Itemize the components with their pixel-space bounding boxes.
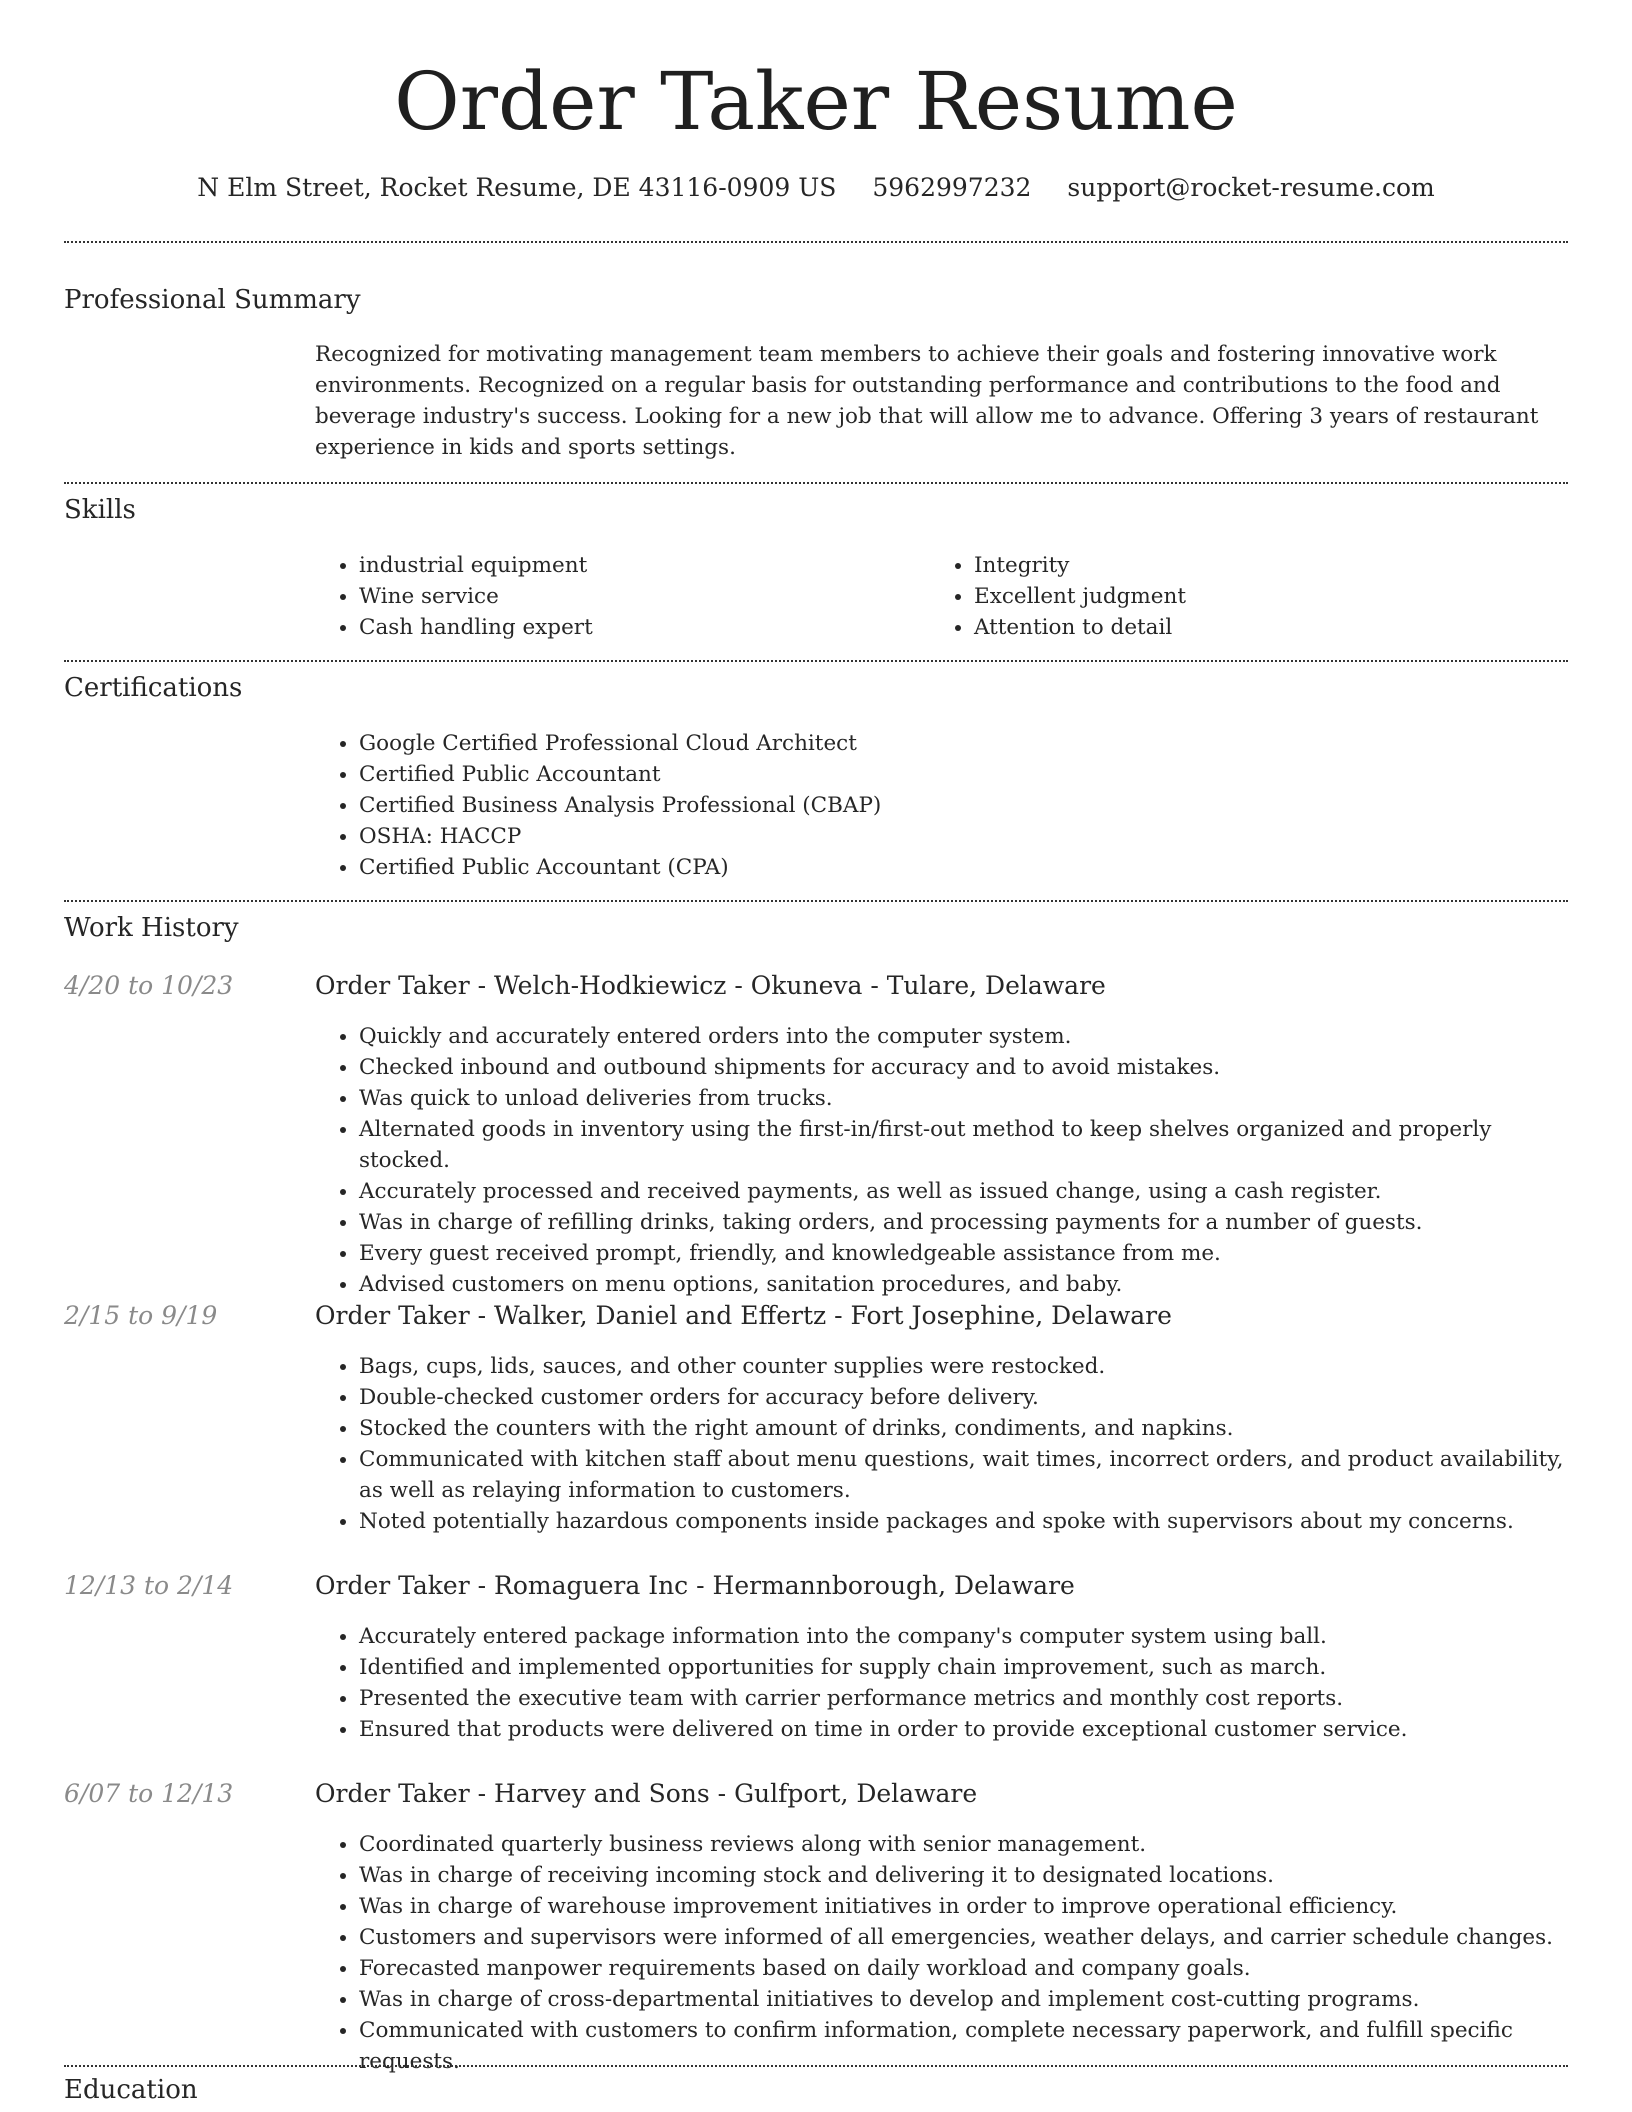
certification-item: • Certified Public Accountant (CPA) — [359, 852, 1568, 883]
divider — [64, 2065, 1568, 2067]
job-bullet: • Was in charge of refilling drinks, taking orders, and processing payments for a number of guests. — [359, 1207, 1568, 1238]
divider — [64, 660, 1568, 662]
job-bullet: • Presented the executive team with carrier performance metrics and monthly cost reports. — [359, 1683, 1568, 1714]
job-bullet: • Was in charge of receiving incoming stock and delivering it to designated locations. — [359, 1860, 1568, 1891]
job-bullet: • Accurately entered package information into the company's computer system using ball. — [359, 1621, 1568, 1652]
divider — [64, 482, 1568, 484]
summary-text: Recognized for motivating management team members to achieve their goals and fostering innovative work environments. Recognized on a regular basis for outstanding performance and contributions to the food and beverage industry's success. Looking for a new job that will allow me to advance. Offering 3 years of restaurant experience in kids and sports settings. — [315, 342, 1539, 460]
certifications-list — [315, 728, 1568, 883]
certification-item: • Certified Business Analysis Professional (CBAP) — [359, 790, 1568, 821]
skills-list-right — [930, 550, 1534, 643]
job-bullet: • Alternated goods in inventory using the first-in/first-out method to keep shelves organized and properly stocked. — [359, 1114, 1568, 1176]
certification-item: • Google Certified Professional Cloud Architect — [359, 728, 1568, 759]
section-title-certifications: Certifications — [64, 673, 243, 703]
skill-item: • Cash handling expert — [359, 612, 919, 643]
job-bullet: • Forecasted manpower requirements based on daily workload and company goals. — [359, 1953, 1568, 1984]
skill-item: • industrial equipment — [359, 550, 919, 581]
job-bullet: • Double-checked customer orders for accuracy before delivery. — [359, 1382, 1568, 1413]
job-bullet: • Communicated with kitchen staff about menu questions, wait times, incorrect orders, and product availability, as well as relaying information to customers. — [359, 1444, 1568, 1506]
job-bullet: • Identified and implemented opportunities for supply chain improvement, such as march. — [359, 1652, 1568, 1683]
resume-title: Order Taker Resume — [394, 55, 1238, 148]
certification-item: • OSHA: HACCP — [359, 821, 1568, 852]
job-title: Order Taker - Walker, Daniel and Effertz - Fort Josephine, Delaware — [315, 1301, 1172, 1330]
job-bullet: • Noted potentially hazardous components inside packages and spoke with supervisors about my concerns. — [359, 1506, 1568, 1537]
job-title: Order Taker - Romaguera Inc - Hermannborough, Delaware — [315, 1571, 1075, 1600]
job-bullets — [315, 1351, 1568, 1537]
job-bullet: • Checked inbound and outbound shipments for accuracy and to avoid mistakes. — [359, 1052, 1568, 1083]
job-bullet: • Was in charge of warehouse improvement initiatives in order to improve operational efficiency. — [359, 1891, 1568, 1922]
section-title-summary: Professional Summary — [64, 285, 361, 315]
job-bullet: • Customers and supervisors were informed of all emergencies, weather delays, and carrier schedule changes. — [359, 1922, 1568, 1953]
job-dates: 12/13 to 2/14 — [64, 1571, 234, 1600]
contact-email: support@rocket-resume.com — [1067, 173, 1435, 202]
job-title: Order Taker - Welch-Hodkiewicz - Okuneva - Tulare, Delaware — [315, 971, 1106, 1000]
section-title-work-history: Work History — [64, 913, 239, 943]
skill-item: • Integrity — [974, 550, 1534, 581]
job-bullets — [315, 1021, 1568, 1300]
divider — [64, 241, 1568, 243]
job-dates: 4/20 to 10/23 — [64, 971, 234, 1000]
section-title-skills: Skills — [64, 495, 136, 525]
job-bullets — [315, 1621, 1568, 1745]
skill-item: • Wine service — [359, 581, 919, 612]
job-bullet: • Ensured that products were delivered on time in order to provide exceptional customer service. — [359, 1714, 1568, 1745]
job-dates: 2/15 to 9/19 — [64, 1301, 218, 1330]
job-title: Order Taker - Harvey and Sons - Gulfport, Delaware — [315, 1779, 978, 1808]
skill-item: • Attention to detail — [974, 612, 1534, 643]
skill-item: • Excellent judgment — [974, 581, 1534, 612]
contact-address: N Elm Street, Rocket Resume, DE 43116-0909 US — [197, 173, 837, 202]
job-bullet: • Was in charge of cross-departmental initiatives to develop and implement cost-cutting programs. — [359, 1984, 1568, 2015]
skills-list-left — [315, 550, 919, 643]
job-bullet: • Communicated with customers to confirm information, complete necessary paperwork, and fulfill specific requests. — [359, 2015, 1568, 2077]
job-bullets — [315, 1829, 1568, 2077]
section-title-education: Education — [64, 2075, 198, 2105]
job-bullet: • Accurately processed and received payments, as well as issued change, using a cash register. — [359, 1176, 1568, 1207]
job-bullet: • Stocked the counters with the right amount of drinks, condiments, and napkins. — [359, 1413, 1568, 1444]
certification-item: • Certified Public Accountant — [359, 759, 1568, 790]
contact-phone: 5962997232 — [872, 173, 1032, 202]
job-bullet: • Bags, cups, lids, sauces, and other counter supplies were restocked. — [359, 1351, 1568, 1382]
job-bullet: • Every guest received prompt, friendly, and knowledgeable assistance from me. — [359, 1238, 1568, 1269]
divider — [64, 900, 1568, 902]
job-bullet: • Advised customers on menu options, sanitation procedures, and baby. — [359, 1269, 1568, 1300]
job-bullet: • Coordinated quarterly business reviews along with senior management. — [359, 1829, 1568, 1860]
job-bullet: • Quickly and accurately entered orders into the computer system. — [359, 1021, 1568, 1052]
job-dates: 6/07 to 12/13 — [64, 1779, 234, 1808]
job-bullet: • Was quick to unload deliveries from trucks. — [359, 1083, 1568, 1114]
contact-line — [64, 170, 1568, 206]
